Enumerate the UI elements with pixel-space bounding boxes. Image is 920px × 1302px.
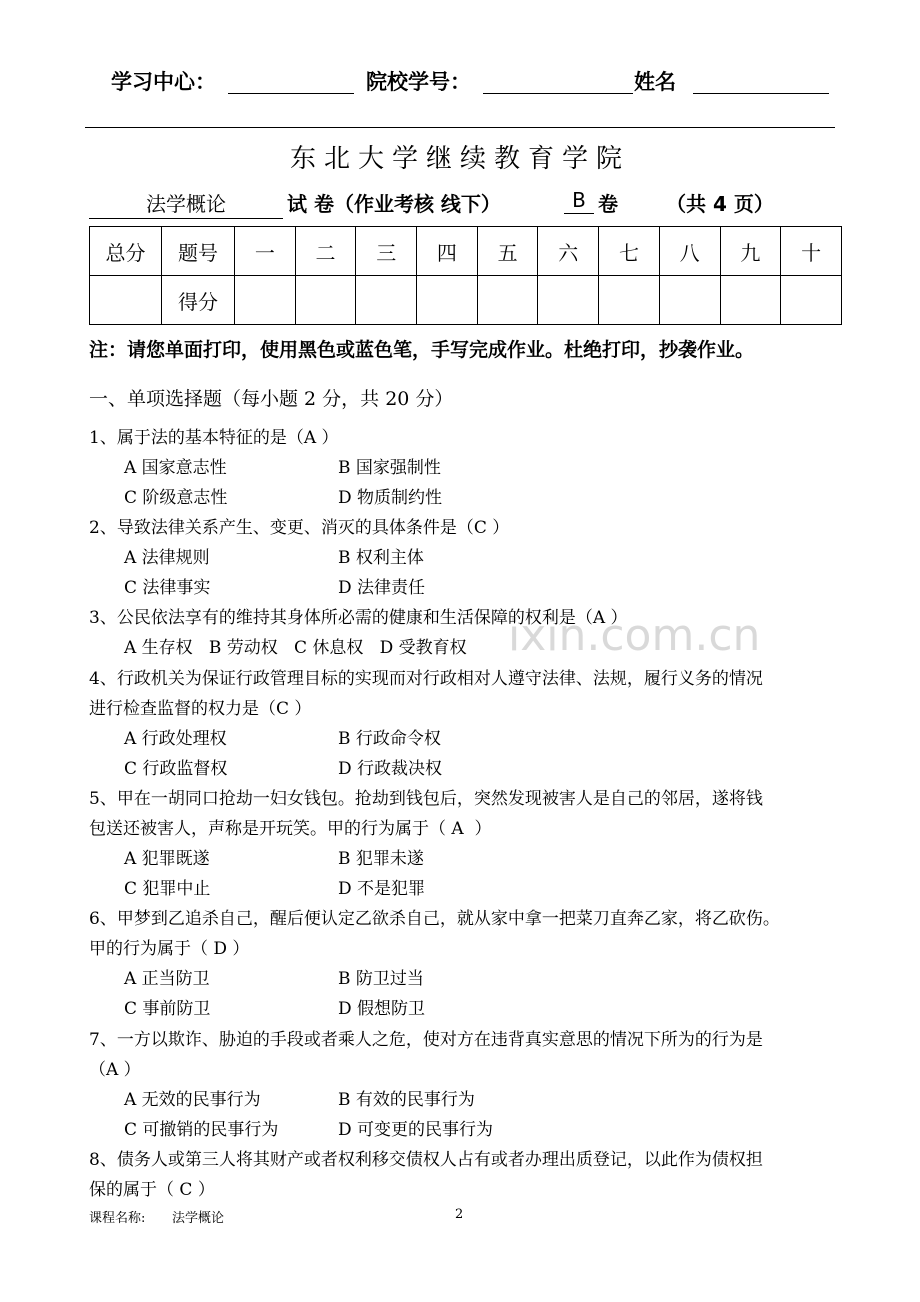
print-notice: 注：请您单面打印，使用黑色或蓝色笔，手写完成作业。杜绝打印，抄袭作业。 [89,339,755,361]
student-id-label: 院校学号： [366,70,471,94]
question-stem: 包送还被害人，声称是开玩笑。甲的行为属于（ A ） [89,819,492,839]
option: C 法律事实 [124,578,211,598]
question-number-cell: 二 [295,227,356,276]
option: D 物质制约性 [338,488,443,508]
option: D 法律责任 [338,578,426,598]
question-stem: 甲的行为属于（ D ） [89,939,250,959]
option: A 犯罪既遂 [124,849,210,869]
paper-version: B [564,188,594,214]
option: B 权利主体 [338,548,424,568]
question-number-cell: 四 [417,227,478,276]
total-score-label: 总分 [90,227,162,276]
option: C 犯罪中止 [124,879,211,899]
question-stem: 7、一方以欺诈、胁迫的手段或者乘人之危，使对方在违背真实意思的情况下所为的行为是 [89,1030,763,1050]
question-stem: 4、行政机关为保证行政管理目标的实现而对行政相对人遵守法律、法规，履行义务的情况 [89,669,763,689]
option: B 犯罪未遂 [338,849,424,869]
watermark: ixin.com.cn [508,610,761,661]
study-center-label: 学习中心： [111,70,216,94]
footer-course-name: 法学概论 [172,1211,225,1226]
question-stem: 进行检查监督的权力是（C ） [89,699,312,719]
question-stem: 3、公民依法享有的维持其身体所必需的健康和生活保障的权利是（A ） [89,608,628,628]
option: B 防卫过当 [338,969,424,989]
question-number-label: 题号 [162,227,235,276]
option: A 正当防卫 [124,969,210,989]
question-number-cell: 六 [538,227,599,276]
page-count: （共 4 页） [666,192,774,216]
option: A 国家意志性 [124,458,227,478]
question-stem: 6、甲梦到乙追杀自己，醒后便认定乙欲杀自己，就从家中拿一把菜刀直奔乙家，将乙砍伤。 [89,909,780,929]
option: D 行政裁决权 [338,759,443,779]
student-id-field[interactable] [483,93,633,94]
question-number-cell: 九 [720,227,781,276]
question-number-cell: 五 [477,227,538,276]
paper-version-suffix: 卷 [598,192,618,216]
score-label: 得分 [162,276,235,325]
score-cell[interactable] [659,276,720,325]
question-stem: 保的属于（ C ） [89,1180,215,1200]
score-cell[interactable] [781,276,842,325]
option: A 法律规则 [124,548,210,568]
question-stem: （A ） [89,1060,141,1080]
paper-label: 试 卷（作业考核 线下） [287,192,501,216]
score-cell[interactable] [356,276,417,325]
question-number-cell: 八 [659,227,720,276]
header-divider [85,127,835,128]
score-cell[interactable] [417,276,478,325]
page-title: 东北大学继续教育学院 [289,144,630,174]
score-cell[interactable] [295,276,356,325]
option: D 不是犯罪 [338,879,426,899]
footer-page-number: 2 [455,1207,464,1222]
option: C 可撤销的民事行为 [124,1120,279,1140]
score-cell[interactable] [235,276,296,325]
name-field[interactable] [693,93,829,94]
option-inline: A 生存权 B 劳动权 C 休息权 D 受教育权 [124,638,467,658]
option: D 假想防卫 [338,999,426,1019]
option: A 行政处理权 [124,729,227,749]
score-cell[interactable] [538,276,599,325]
option: C 事前防卫 [124,999,211,1019]
study-center-field[interactable] [228,93,354,94]
option: D 可变更的民事行为 [338,1120,494,1140]
option: A 无效的民事行为 [124,1090,261,1110]
question-number-cell: 一 [235,227,296,276]
question-stem: 2、导致法律关系产生、变更、消灭的具体条件是（C ） [89,518,510,538]
score-cell[interactable] [477,276,538,325]
total-score-cell[interactable] [90,276,162,325]
question-number-cell: 七 [599,227,660,276]
subject-name: 法学概论 [89,188,283,219]
option: B 有效的民事行为 [338,1090,475,1110]
option: C 行政监督权 [124,759,228,779]
option: B 行政命令权 [338,729,441,749]
score-table [89,226,842,325]
question-number-cell: 三 [356,227,417,276]
question-stem: 5、甲在一胡同口抢劫一妇女钱包。抢劫到钱包后，突然发现被害人是自己的邻居，遂将钱 [89,789,763,809]
option: C 阶级意志性 [124,488,228,508]
option: B 国家强制性 [338,458,441,478]
question-number-cell: 十 [781,227,842,276]
footer-course-label: 课程名称: [89,1211,146,1226]
score-cell[interactable] [599,276,660,325]
name-label: 姓名 [634,70,676,94]
question-stem: 8、债务人或第三人将其财产或者权利移交债权人占有或者办理出质登记，以此作为债权担 [89,1150,763,1170]
score-cell[interactable] [720,276,781,325]
section-title: 一、单项选择题（每小题 2 分，共 20 分） [89,388,454,410]
question-stem: 1、属于法的基本特征的是（A ） [89,428,339,448]
